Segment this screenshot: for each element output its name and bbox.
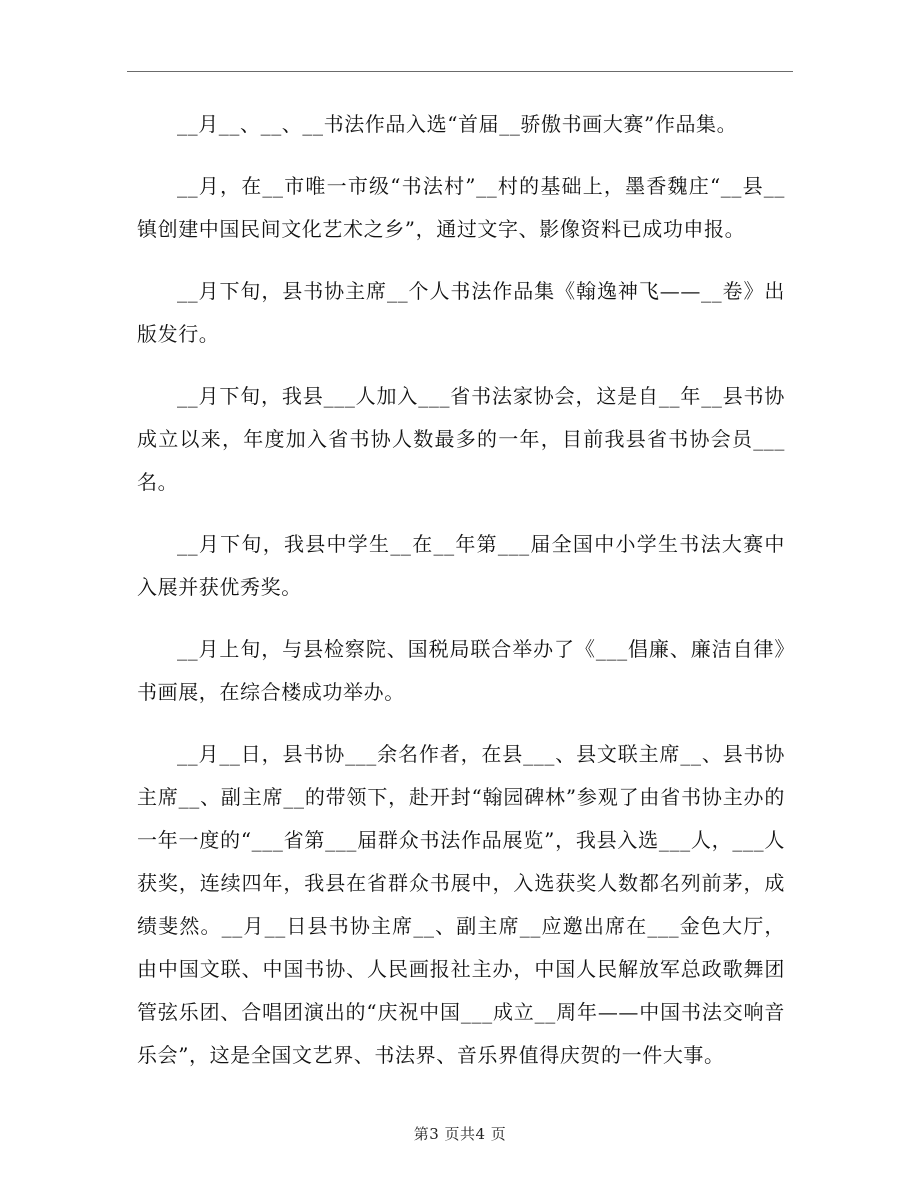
paragraph-7: __月__日，县书协___余名作者，在县___、县文联主席__、县书协主席__、副主席__的带领下，赴开封“翰园碑林”参观了由省书协主办的一年一度的“___省第___届群众书法作品展览”，我县入选___人，___人获奖，连续四年，我县在省群众书展中，入选获奖人数都名列前茅，成绩斐然。__月__日县书协主席__、副主席__应邀出席在___金色大厅，由中国文联、中国书协、人民画报社主办，中国人民解放军总政歌舞团管弦乐团、合唱团演出的“庆祝中国___成立__周年——中国书法交响音乐会”，这是全国文艺界、书法界、音乐界值得庆贺的一件大事。 (137, 742, 785, 1067)
document-body (137, 103, 785, 1096)
paragraph-4: __月下旬，我县___人加入___省书法家协会，这是自__年__县书协成立以来，年度加入省书协人数最多的一年，目前我县省书协会员___名。 (137, 384, 785, 494)
paragraph-1: __月__、__、__书法作品入选“首届__骄傲书画大赛”作品集。 (177, 112, 738, 136)
page-number-footer: 第3 页共4 页 (413, 1125, 507, 1143)
paragraph-2: __月，在__市唯一市级“书法村”__村的基础上，墨香魏庄“__县__镇创建中国民间文化艺术之乡”，通过文字、影像资料已成功申报。 (137, 174, 785, 241)
header-rule (127, 71, 793, 72)
paragraph-5: __月下旬，我县中学生__在__年第___届全国中小学生书法大赛中入展并获优秀奖。 (137, 532, 785, 599)
paragraph-6: __月上旬，与县检察院、国税局联合举办了《___倡廉、廉洁自律》书画展，在综合楼成功举办。 (137, 637, 785, 704)
paragraph-3: __月下旬，县书协主席__个人书法作品集《翰逸神飞——__卷》出版发行。 (137, 279, 785, 346)
